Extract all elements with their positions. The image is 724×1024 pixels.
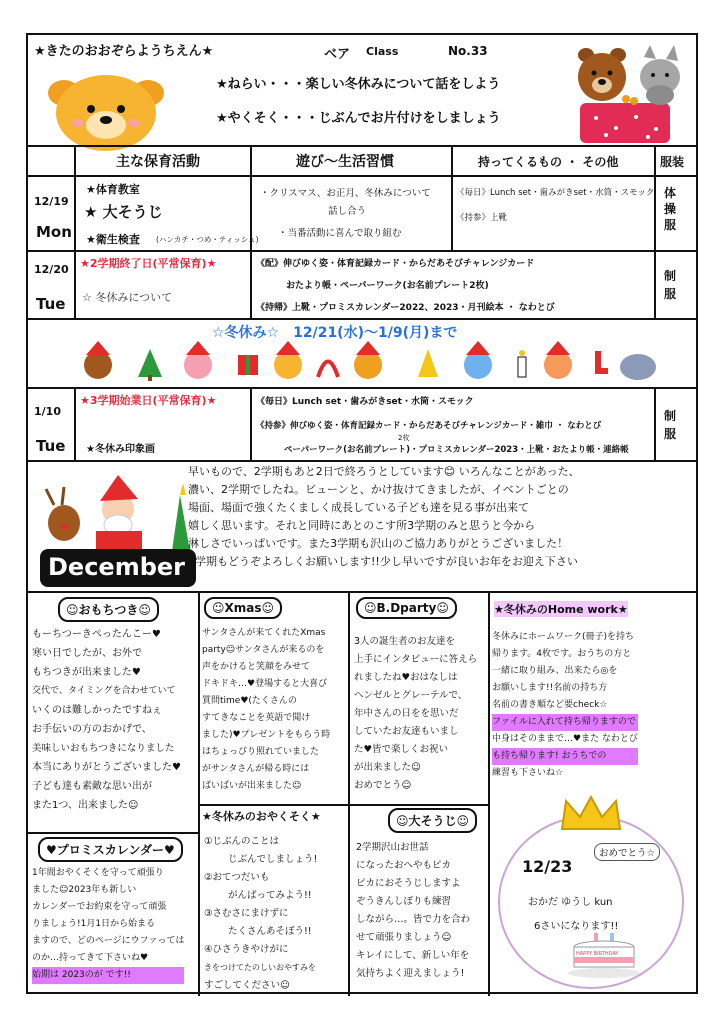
homework-line: 冬休みにホームワーク(冊子)を持ち (492, 632, 635, 642)
december-line: 淋しさでいっぱいです。また3学期も沢山のご協力ありがとうございました！ (188, 537, 569, 550)
crown-icon (556, 793, 626, 833)
yakusoku-item: たくさんあそぼう!! (228, 926, 312, 937)
osouji-line: しながら…。皆で力を合わ (356, 914, 471, 925)
bdparty-line: た♥皆で楽しくお祝い (354, 744, 449, 755)
issue-number: No.33 (448, 44, 488, 58)
december-line: 場面、場面で強くたくましく成長している子ども達を見る事が出来て (188, 501, 529, 514)
class-word: Class (366, 45, 399, 58)
row4-bring2: 《持参》伸びゆく姿・体育記録カード・からだあそびチャレンジカード・雑巾 ・ なわとび (256, 421, 602, 431)
class-name: ベア (324, 47, 351, 62)
row2-bring1: 《配》伸びゆく姿・体育記録カード・からだあそびチャレンジカード (256, 259, 535, 269)
bdparty-line: 上手にインタビューに答えら (354, 654, 478, 665)
header-bring: 持ってくるもの ・ その他 (478, 155, 619, 169)
row4-bring2-note: 2枚 (398, 434, 410, 442)
row2-bring3: 《持帰》上靴・プロミスカレンダー2022、2023・月刊絵本 ・ なわとび (256, 303, 555, 313)
promise-line: 始期は 2023のが です!! (32, 967, 184, 984)
mochitsuki-line: 子ども達も素敵な思い出が (32, 781, 152, 792)
yakusoku-item: ④ひさうきやけがに (204, 944, 289, 955)
yakusoku-item: じぶんでしましょう! (228, 854, 318, 865)
mochitsuki-line: もちつきが出来ました♥ (32, 667, 141, 678)
row1-play2: 話し合う (328, 206, 367, 217)
row2-activity-hand: ☆ 冬休みについて (82, 291, 173, 304)
bear-cat-kotatsu-illustration (556, 43, 696, 147)
homework-line: お願いします!!名前の持ち方 (492, 683, 608, 693)
mochitsuki-title: ☺おもちつき☺ (58, 597, 159, 622)
xmas-text (202, 625, 330, 795)
xmas-line: サンタさんが来てくれたXmas (202, 628, 326, 638)
row4-clothes: 制服 (664, 409, 677, 441)
santa-reindeer-illustration (40, 475, 200, 555)
row1-bring1: 《毎日》Lunch set・歯みがきset・水筒・スモック (456, 188, 655, 198)
promise-line: りましょう!1月1日から始まる (32, 919, 156, 929)
yakusoku-item: ②おてつだいも (204, 872, 270, 883)
winter-break-banner: ☆冬休み☆ 12/21(水)～1/9(月)まで (212, 325, 458, 341)
bdparty-text (354, 633, 477, 795)
cake-text: HAPPY BIRTHDAY (576, 951, 619, 957)
mochitsuki-line: 交代で、タイミングを合わせていて (32, 686, 176, 696)
row1-activity-hand: ★ 大そうじ (84, 203, 163, 221)
promise-text: ★やくそく・・・じぶんでお片付けをしましょう (216, 111, 501, 126)
school-name: ★きたのおおぞらようちえん★ (34, 44, 214, 59)
december-line: 嬉しく思います。それと同時にあとのこす所3学期のみと思うと今から (188, 519, 536, 532)
row1-day: Mon (36, 223, 72, 241)
xmas-line: ました)♥プレゼントをもらう時 (202, 730, 331, 740)
xmas-line: すてきなことを英語で聞け (202, 713, 311, 723)
bdparty-line: れましたね♥おはなしは (354, 672, 458, 683)
promise-line: カレンダーでお約束を守って頑張 (32, 902, 167, 912)
xmas-line: 声をかけると笑顔をみせて (202, 662, 311, 672)
birthday-age: 6さいになります!! (534, 921, 619, 932)
promise-line: のか…持ってきて下さいね♥ (32, 953, 149, 963)
birthday-congrats: おめでとう☆ (594, 843, 660, 861)
promise-calendar-title: ♥プロミスカレンダー♥ (38, 837, 183, 862)
bdparty-line: ヘンゼルとグレーテルで、 (354, 690, 468, 701)
mochitsuki-line: もーちつーきぺったんこー♥ (32, 629, 161, 640)
homework-line: 帰ります。4枚です。おうちの方と (492, 649, 632, 659)
row4-activity2: ★冬休み印象画 (86, 444, 155, 455)
yakusoku-item: がんばってみよう!! (228, 890, 312, 901)
homework-title: ★冬休みのHome work★ (494, 603, 628, 616)
row4-bring1: 《毎日》Lunch set・歯みがきset・水筒・スモック (256, 397, 474, 407)
row4-day: Tue (36, 437, 66, 455)
bdparty-line: おめでとう☺ (354, 780, 412, 791)
osouji-line: 気持ちよく迎えましょう! (356, 968, 465, 979)
row1-clothes: 体操服 (664, 186, 677, 232)
row1-date: 12/19 (34, 195, 69, 208)
december-line: 早いもので、2学期もあと2日で終ろうとしています😊 いろんなことがあった、 (188, 465, 580, 478)
aim-text: ★ねらい・・・楽しい冬休みについて話をしよう (216, 77, 501, 92)
header-play: 遊び～生活習慣 (296, 154, 394, 170)
homework-line: も持ち帰ります! おうちでの (492, 748, 638, 765)
promise-line: ますので、どのページにウファっては (32, 936, 185, 946)
bdparty-line: していたお友達もいまし (354, 726, 459, 737)
row4-activity1: ★3学期始業日(平常保育)★ (80, 394, 217, 407)
december-line: 濃い、2学期でしたね。ビューンと、かけ抜けてきましたが、イベントごとの (188, 483, 569, 496)
osouji-text (356, 839, 470, 983)
bdparty-line: 年中さんの日をを思いだ (354, 708, 459, 719)
mochitsuki-line: 本当にありがとうございました♥ (32, 762, 181, 773)
yakusoku-item: ③さむさにまけずに (204, 908, 289, 919)
osouji-title: ☺大そうじ☺ (388, 808, 477, 833)
xmas-line: がサンタさんが帰る時には (202, 764, 310, 774)
birthday-date: 12/23 (522, 857, 573, 876)
mochitsuki-text (32, 625, 181, 815)
xmas-line: 質問time♥(たくさんの (202, 696, 297, 706)
december-line: 3学期もどうぞよろしくお願いします!!少し早いですが良いお年をお迎え下さい (188, 555, 578, 568)
row1-activity2-note: (ハンカチ・つめ・ティッシュ) (156, 235, 259, 244)
homework-line: 中身はそのままで…♥また なわとび (492, 734, 638, 744)
bdparty-title: ☺B.Dparty☺ (356, 597, 457, 619)
row1-play1: ・クリスマス、お正月、冬休みについて (260, 188, 431, 199)
row2-date: 12/20 (34, 263, 69, 276)
row1-activity1: ★体育教室 (86, 183, 140, 196)
mochitsuki-line: お手伝いの方のおかげで、 (32, 724, 152, 735)
row1-activity2: ★衛生検査 (86, 233, 140, 246)
mochitsuki-line: 美味しいおもちつきになりました (32, 743, 175, 754)
yakusoku-item: きをつけてたのしいおやすみを (204, 963, 316, 972)
xmas-title: ☺Xmas☺ (204, 597, 282, 619)
promise-calendar-text (32, 865, 184, 984)
header-activities: 主な保育活動 (116, 154, 200, 170)
row2-activity1: ★2学期終了日(平常保育)★ (80, 257, 217, 270)
row1-play3: ・当番活動に喜んで取り組む (278, 228, 402, 239)
winter-decoration-strip (78, 341, 658, 385)
december-message (188, 463, 580, 571)
yakusoku-item: ①じぶんのことは (204, 836, 280, 847)
mochitsuki-line: いくのは難しかったですねぇ (32, 705, 162, 716)
yakusoku-item: すごしてください☺ (204, 980, 290, 991)
homework-line: 一緒に取り組み、出来たら◎を (492, 666, 618, 676)
promise-line: 1年間おやくそくを守って頑張り (32, 868, 164, 878)
bdparty-line: が出来ました☺ (354, 762, 421, 773)
xmas-line: party☺サンタさんが来るのを (202, 645, 325, 655)
promise-line: ました☺2023年も新しい (32, 885, 137, 895)
row2-day: Tue (36, 295, 66, 313)
row4-date: 1/10 (34, 405, 61, 418)
osouji-line: になったおへやもピカ (356, 860, 452, 871)
row2-clothes: 制服 (664, 269, 677, 301)
december-label: December (48, 553, 186, 581)
header-clothes: 服装 (660, 155, 685, 169)
homework-text (492, 629, 638, 782)
bear-face-illustration (46, 63, 166, 153)
newsletter-page (26, 33, 698, 994)
row4-bring3: ペーパーワーク(お名前プレート)・プロミスカレンダー2023・上靴・おたより帳・連絡帳 (284, 445, 629, 455)
row1-bring2: 《持参》上靴 (456, 213, 508, 223)
yakusoku-title: ★冬休みのおやくそく★ (202, 810, 321, 823)
birthday-name: おかだ ゆうし kun (528, 897, 613, 908)
homework-line: 練習も下さいね☆ (492, 768, 564, 778)
osouji-line: ぞうきんしぼりも練習 (356, 896, 452, 907)
osouji-line: キレイにして、新しい年を (356, 950, 470, 961)
xmas-line: はちょっぴり照れていました (202, 747, 320, 757)
osouji-line: せて頑張りましょう☺ (356, 932, 452, 943)
homework-line: ファイルに入れて持ち帰りますので (492, 714, 638, 731)
homework-line: 名前の書き順など要check☆ (492, 700, 608, 710)
mochitsuki-line: また1つ、出来ました☺ (32, 800, 139, 811)
mochitsuki-line: 寒い日でしたが、お外で (32, 648, 142, 659)
yakusoku-list (204, 833, 317, 995)
bdparty-line: 3人の誕生者のお友達を (354, 636, 456, 647)
row2-bring2: おたより帳・ペーパーワーク(お名前プレート2枚) (286, 281, 489, 291)
xmas-line: ドキドキ…♥登場すると大喜び (202, 679, 328, 689)
osouji-line: 2学期沢山お世話 (356, 842, 429, 853)
osouji-line: ピカにおそうじしますよ (356, 878, 461, 889)
xmas-line: ばいばいが出来ました☺ (202, 781, 302, 791)
